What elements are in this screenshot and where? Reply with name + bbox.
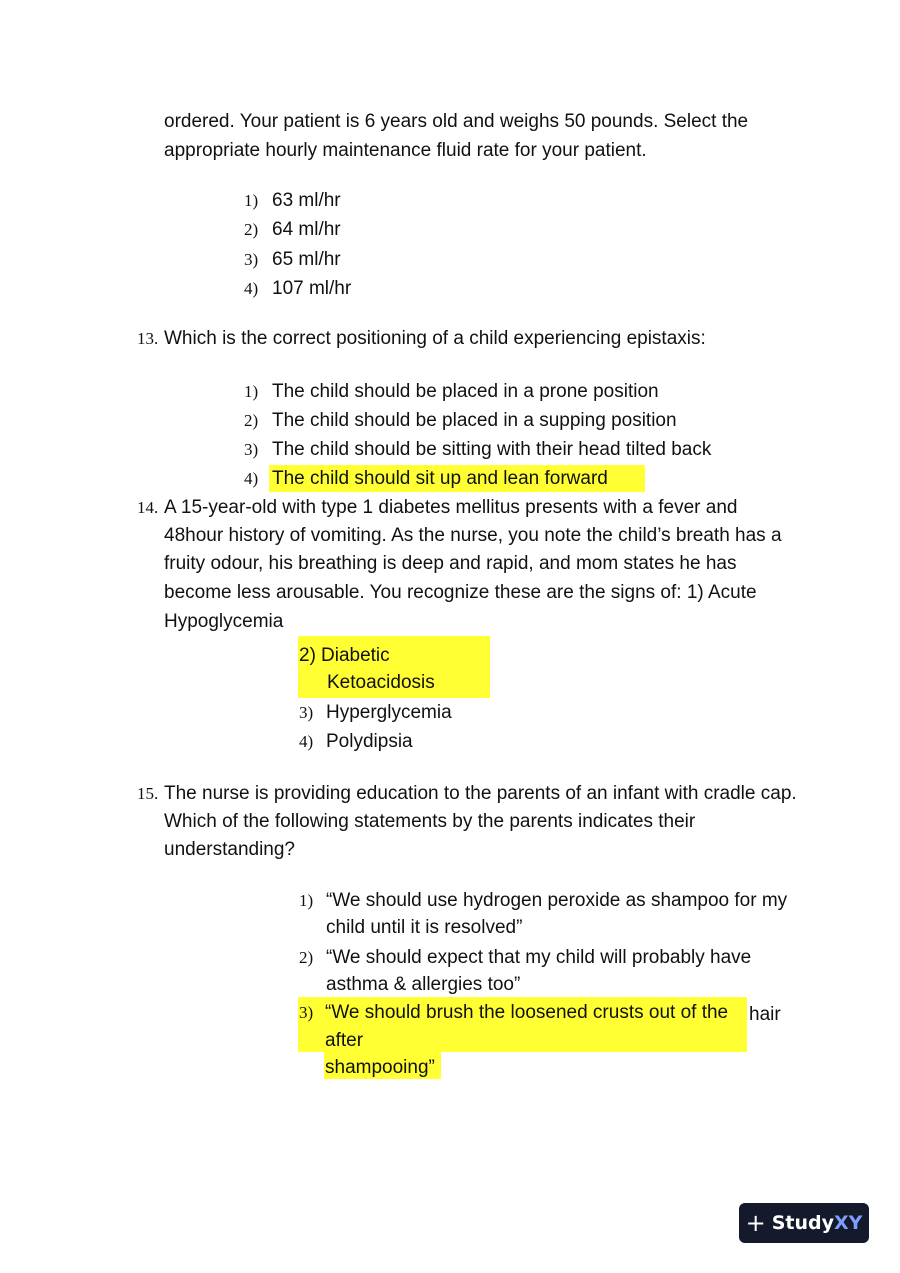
q12-option-1-number: 1) xyxy=(244,191,259,210)
studyxy-badge[interactable] xyxy=(739,1203,869,1243)
q12-option-4-number: 4) xyxy=(244,279,259,298)
q15-option-1-line-1: “We should use hydrogen peroxide as shampoo for my xyxy=(326,890,788,911)
q12-option-3: 65 ml/hr xyxy=(272,249,341,270)
q12-option-1: 63 ml/hr xyxy=(272,190,341,211)
q14-stem-line-1: A 15-year-old with type 1 diabetes mellitus presents with a fever and xyxy=(164,497,738,518)
q13-number: 13. xyxy=(137,329,159,348)
q14-stem-line-2: 48hour history of vomiting. As the nurse, you note the child’s breath has a xyxy=(164,525,782,546)
q14-option-3-number: 3) xyxy=(299,703,314,722)
q12-option-2: 64 ml/hr xyxy=(272,219,341,240)
q14-option-4: Polydipsia xyxy=(326,731,413,752)
q13-option-3: The child should be sitting with their head tilted back xyxy=(272,439,712,460)
q14-option-2-number: 2) xyxy=(299,645,316,666)
q13-option-4-correct: The child should sit up and lean forward xyxy=(272,468,608,489)
q12-option-4: 107 ml/hr xyxy=(272,278,352,299)
q13-option-1-number: 1) xyxy=(244,382,259,401)
brand-xy: XY xyxy=(833,1212,863,1234)
q14-stem-line-5: Hypoglycemia xyxy=(164,611,284,632)
q12-stem-line-1: ordered. Your patient is 6 years old and weighs 50 pounds. Select the xyxy=(164,111,749,132)
q15-option-3-overflow-word: hair xyxy=(749,1004,781,1025)
q15-option-3-line-1: “We should brush the loosened crusts out of the xyxy=(325,1002,729,1023)
q12-option-2-number: 2) xyxy=(244,220,259,239)
q14-option-2-line-2: Ketoacidosis xyxy=(327,672,435,693)
brand-study: Study xyxy=(771,1212,834,1234)
q12-stem-line-2: appropriate hourly maintenance fluid rate for your patient. xyxy=(164,140,647,161)
q15-option-3-number: 3) xyxy=(299,1003,314,1022)
q15-option-2-number: 2) xyxy=(299,948,314,967)
q14-number: 14. xyxy=(137,498,159,517)
q15-stem-line-1: The nurse is providing education to the parents of an infant with cradle cap. xyxy=(164,783,797,804)
q14-stem-line-3: fruity odour, his breathing is deep and rapid, and mom states he has xyxy=(164,553,737,574)
q15-number: 15. xyxy=(137,784,159,803)
q13-option-4-number: 4) xyxy=(244,469,259,488)
q13-option-1: The child should be placed in a prone position xyxy=(272,381,659,402)
q15-stem-line-2: Which of the following statements by the parents indicates their xyxy=(164,811,696,832)
q14-option-2-line-1: Diabetic xyxy=(321,645,390,666)
q12-option-3-number: 3) xyxy=(244,250,259,269)
q15-option-3-line-3: shampooing” xyxy=(325,1057,435,1078)
q13-stem: Which is the correct positioning of a child experiencing epistaxis: xyxy=(164,328,706,349)
q15-stem-line-3: understanding? xyxy=(164,839,295,860)
q14-option-4-number: 4) xyxy=(299,732,314,751)
plus-icon: + xyxy=(745,1209,766,1237)
q15-option-1-line-2: child until it is resolved” xyxy=(326,917,523,938)
q14-stem-line-4: become less arousable. You recognize these are the signs of: 1) Acute xyxy=(164,582,757,603)
studyxy-logo-text xyxy=(772,1212,863,1234)
q13-option-3-number: 3) xyxy=(244,440,259,459)
q15-option-3-line-2: after xyxy=(325,1030,364,1051)
q15-option-2-line-1: “We should expect that my child will probably have xyxy=(326,947,752,968)
q15-option-2-line-2: asthma & allergies too” xyxy=(326,974,521,995)
q13-option-2-number: 2) xyxy=(244,411,259,430)
q13-option-2: The child should be placed in a supping position xyxy=(272,410,677,431)
q14-option-3: Hyperglycemia xyxy=(326,702,452,723)
q15-option-1-number: 1) xyxy=(299,891,314,910)
